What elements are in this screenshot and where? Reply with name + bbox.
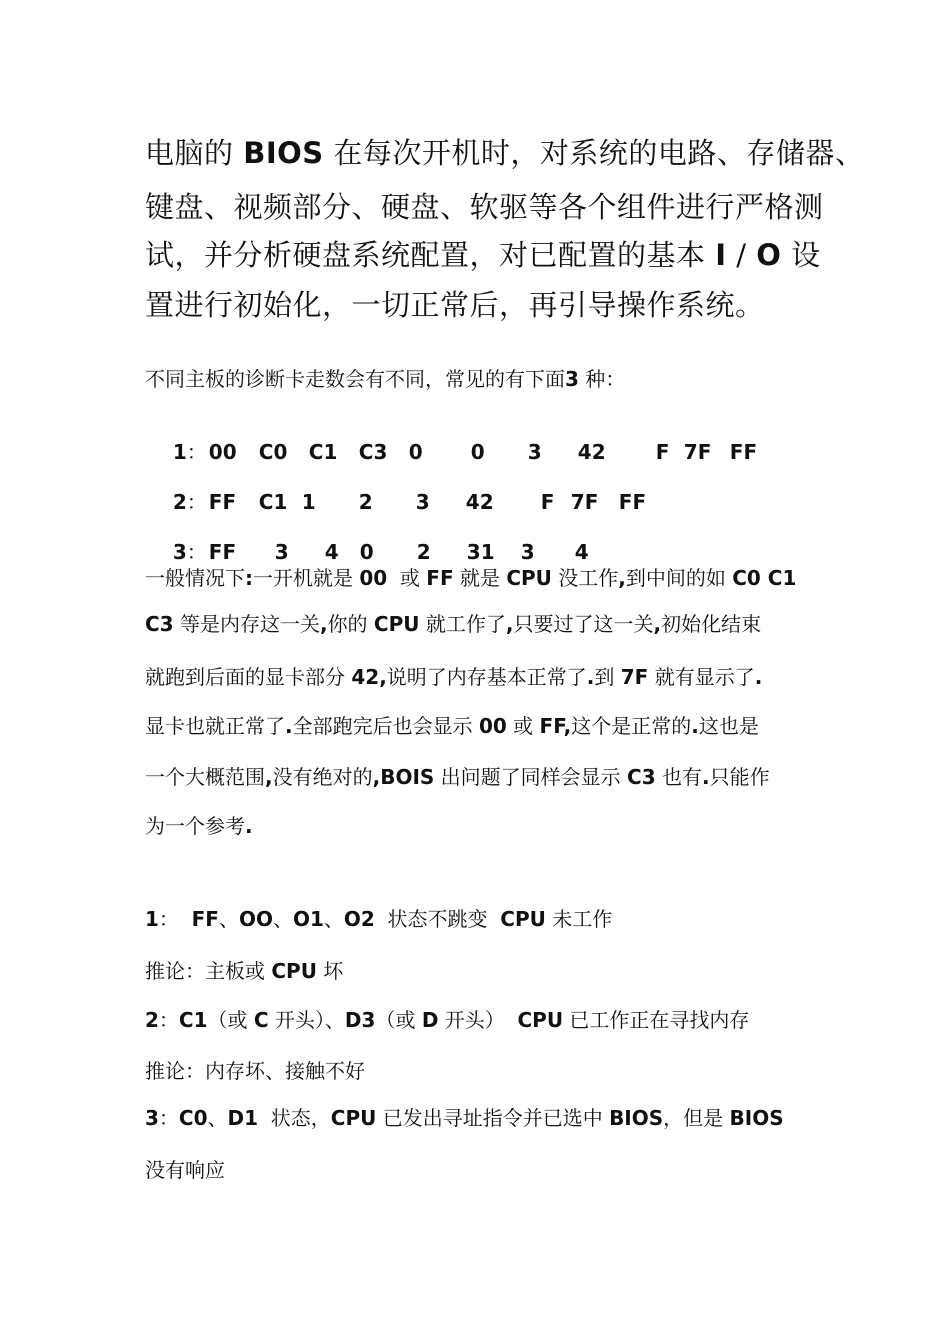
sequence-row-2: 2： FF C1 1 2 3 42 F 7F FF	[172, 490, 647, 514]
explain-line-4: 显卡也就正常了.全部跑完后也会显示 00 或 FF,这个是正常的.这也是	[145, 714, 759, 738]
state-item-1: 1： FF、OO、O1、O2 状态不跳变 CPU 未工作	[145, 907, 613, 931]
intro-line-4: 置进行初始化，一切正常后，再引导操作系统。	[145, 288, 765, 322]
intro-line-1: 电脑的 BIOS 在每次开机时，对系统的电路、存储器、	[145, 136, 865, 170]
intro-line-2: 键盘、视频部分、硬盘、软驱等各个组件进行严格测	[145, 190, 824, 224]
state-inference-2: 推论：内存坏、接触不好	[145, 1059, 365, 1083]
explain-line-6: 为一个参考.	[145, 814, 253, 838]
explain-line-3: 就跑到后面的显卡部分 42,说明了内存基本正常了.到 7F 就有显示了.	[145, 665, 763, 689]
sequence-row-1: 1： 00 C0 C1 C3 0 0 3 42 F 7F FF	[172, 440, 758, 464]
sequence-row-3: 3： FF 3 4 0 2 31 3 4	[172, 540, 589, 564]
explain-line-5: 一个大概范围,没有绝对的,BOIS 出问题了同样会显示 C3 也有.只能作	[145, 765, 770, 789]
state-item-2: 2：C1（或 C 开头）、D3（或 D 开头） CPU 已工作正在寻找内存	[145, 1008, 750, 1032]
state-item-3: 3：C0、D1 状态，CPU 已发出寻址指令并已选中 BIOS，但是 BIOS	[145, 1106, 784, 1130]
explain-line-1: 一般情况下:一开机就是 00 或 FF 就是 CPU 没工作,到中间的如 C0 C1	[145, 566, 797, 590]
state-item-3-continued: 没有响应	[145, 1158, 225, 1182]
sequence-heading: 不同主板的诊断卡走数会有不同，常见的有下面3 种：	[145, 367, 626, 391]
intro-line-3: 试，并分析硬盘系统配置，对已配置的基本 I / O 设	[145, 238, 821, 272]
state-inference-1: 推论：主板或 CPU 坏	[145, 959, 344, 983]
explain-line-2: C3 等是内存这一关,你的 CPU 就工作了,只要过了这一关,初始化结束	[145, 612, 762, 636]
